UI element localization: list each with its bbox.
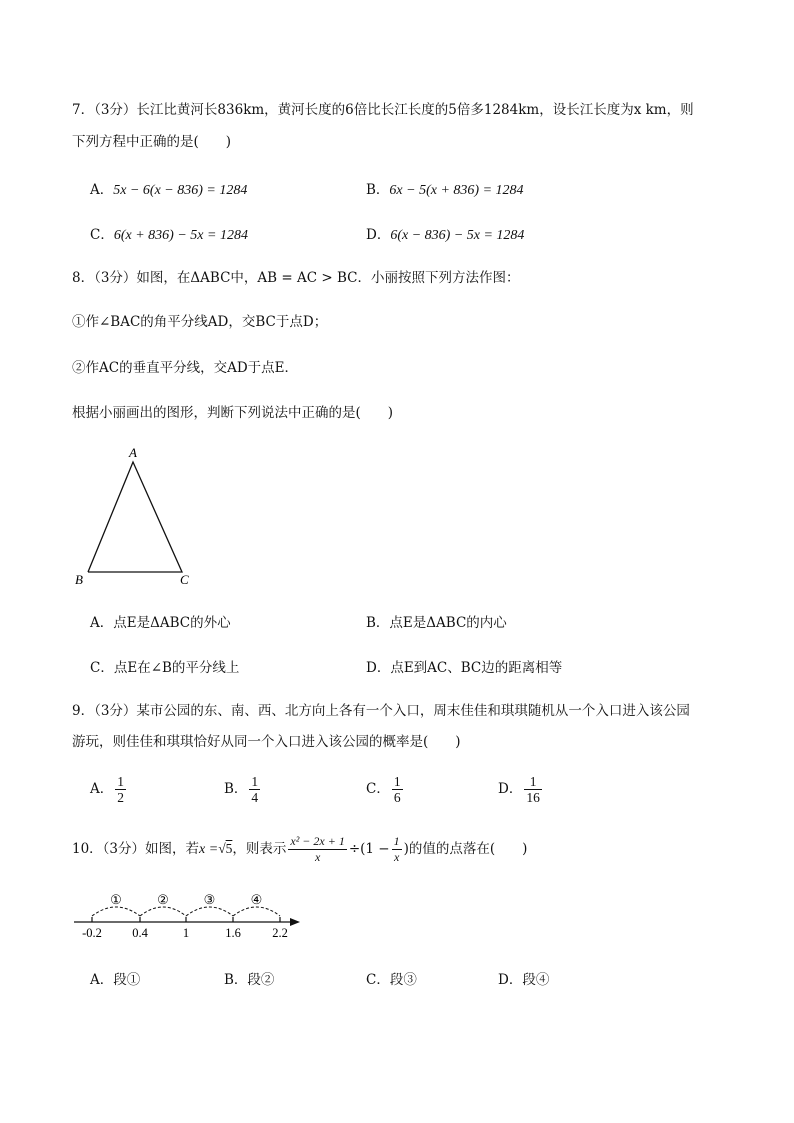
q7-stem-line1: 7．（3分）长江比黄河长836km，黄河长度的6倍比长江长度的5倍多1284km，设长江长度为x km，则 [72, 102, 694, 118]
tick-label: -0.2 [82, 926, 102, 940]
tick-label: 0.4 [132, 926, 148, 940]
option-label: B． [366, 615, 390, 631]
option-text: 点E在∠B的平分线上 [113, 660, 240, 676]
option-text: 点E是ΔABC的内心 [389, 615, 507, 631]
q7-option-d[interactable] [366, 223, 524, 244]
q7-stem-line2: 下列方程中正确的是( ) [72, 134, 232, 150]
option-label: C． [90, 227, 114, 243]
q9-option-b[interactable] [224, 774, 262, 805]
option-text: 6(x + 836) − 5x = 1284 [113, 228, 248, 243]
option-label: A． [90, 182, 114, 198]
fraction-numerator: 1 [393, 834, 400, 848]
option-label: B． [224, 781, 248, 797]
option-label: B． [224, 972, 248, 988]
q9-stem-line1: 9．（3分）某市公园的东、南、西、北方向上各有一个入口，周末佳佳和琪琪随机从一个入口进入该公园 [72, 703, 690, 719]
option-label: A． [90, 972, 114, 988]
option-text: 6(x − 836) − 5x = 1284 [390, 228, 525, 243]
option-label: D． [498, 972, 523, 988]
q10-option-c[interactable] [366, 968, 417, 988]
option-text: 段① [113, 972, 141, 988]
q8-option-b[interactable] [366, 611, 507, 631]
option-text: 段④ [522, 972, 550, 988]
fraction-numerator: 1 [117, 774, 124, 789]
segment-label: ④ [250, 892, 263, 907]
q9-option-a[interactable] [90, 774, 128, 805]
q8-option-a[interactable] [90, 611, 231, 631]
fraction-denominator: 16 [526, 790, 540, 805]
option-text: 点E是ΔABC的外心 [113, 615, 231, 631]
segment-arc [186, 907, 233, 916]
fraction-numerator: 1 [393, 774, 401, 789]
fraction-denominator: 2 [117, 790, 124, 805]
option-text: 6x − 5(x + 836) = 1284 [389, 183, 524, 198]
segment-arc [92, 907, 140, 916]
segment-arc [233, 907, 280, 916]
q8-stem-line4: 根据小丽画出的图形，判断下列说法中正确的是( ) [72, 405, 394, 421]
tick-label: 1.6 [225, 926, 241, 940]
fraction-denominator: 6 [393, 790, 401, 805]
option-text: 5x − 6(x − 836) = 1284 [113, 183, 248, 198]
option-label: A． [90, 615, 114, 631]
fraction-numerator: x² − 2x + 1 [290, 834, 345, 848]
q10-prefix: 10．（3分）如图，若 [72, 841, 200, 857]
q10-stem [72, 832, 527, 867]
segment-label: ① [110, 892, 122, 907]
tick-label: 2.2 [272, 926, 288, 940]
option-text: 段③ [389, 972, 417, 988]
option-label: C． [366, 972, 390, 988]
triangle-abc [88, 462, 182, 572]
option-label: D． [366, 227, 391, 243]
sqrt-expression: √5 [218, 841, 233, 856]
q8-triangle-figure [70, 442, 200, 590]
option-label: D． [498, 781, 523, 797]
vertex-b-label: B [75, 572, 83, 587]
arcs-group [92, 892, 280, 916]
segment-arc [140, 907, 186, 916]
q8-option-c[interactable] [90, 656, 239, 676]
q7-option-b[interactable] [366, 178, 524, 199]
q10-number-line [68, 886, 308, 946]
option-label: D． [366, 660, 391, 676]
option-text: 点E到AC、BC边的距离相等 [390, 660, 563, 676]
q10-option-d[interactable] [498, 968, 549, 988]
fraction-numerator: 1 [251, 774, 259, 789]
q10-div-open: ÷(1 − [348, 841, 390, 857]
segment-label: ② [157, 892, 169, 907]
q8-option-d[interactable] [366, 656, 562, 676]
q8-step1: ①作∠BAC的角平分线AD，交BC于点D； [72, 314, 328, 330]
q10-mid: ，则表示 [232, 841, 287, 857]
option-text: 段② [247, 972, 275, 988]
fraction [115, 774, 126, 805]
option-label: A． [90, 781, 114, 797]
fraction [249, 774, 260, 805]
sqrt-arg: 5 [225, 841, 233, 856]
fraction-numerator: 1 [524, 774, 542, 790]
fraction-denominator: 4 [251, 790, 259, 805]
option-label: C． [366, 781, 390, 797]
q9-option-d[interactable] [498, 774, 544, 805]
vertex-a-label: A [129, 445, 137, 460]
segment-label: ③ [203, 892, 216, 907]
q7-option-a[interactable] [90, 178, 247, 199]
vertex-c-label: C [180, 572, 189, 587]
fraction [288, 834, 346, 865]
q10-option-a[interactable] [90, 968, 140, 988]
q7-option-c[interactable] [90, 223, 248, 244]
fraction [392, 834, 402, 865]
option-label: C． [90, 660, 114, 676]
tick-label: 1 [182, 926, 190, 940]
option-label: B． [366, 182, 390, 198]
q10-suffix: )的值的点落在( ) [403, 841, 528, 857]
q8-stem-line1: 8．（3分）如图，在ΔABC中，AB = AC > BC．小丽按照下列方法作图： [72, 270, 520, 286]
q10-x-eq: x = [199, 842, 219, 857]
q8-step2: ②作AC的垂直平分线，交AD于点E． [72, 360, 299, 376]
fraction [392, 774, 403, 805]
fraction-denominator: x [314, 850, 321, 864]
q9-stem-line2: 游玩，则佳佳和琪琪恰好从同一个入口进入该公园的概率是( ) [72, 734, 461, 750]
ticks-group [82, 917, 288, 940]
fraction [524, 774, 542, 805]
q9-option-c[interactable] [366, 774, 405, 805]
fraction-denominator: x [393, 850, 400, 864]
axis-arrow-icon [290, 918, 300, 926]
q10-option-b[interactable] [224, 968, 274, 988]
